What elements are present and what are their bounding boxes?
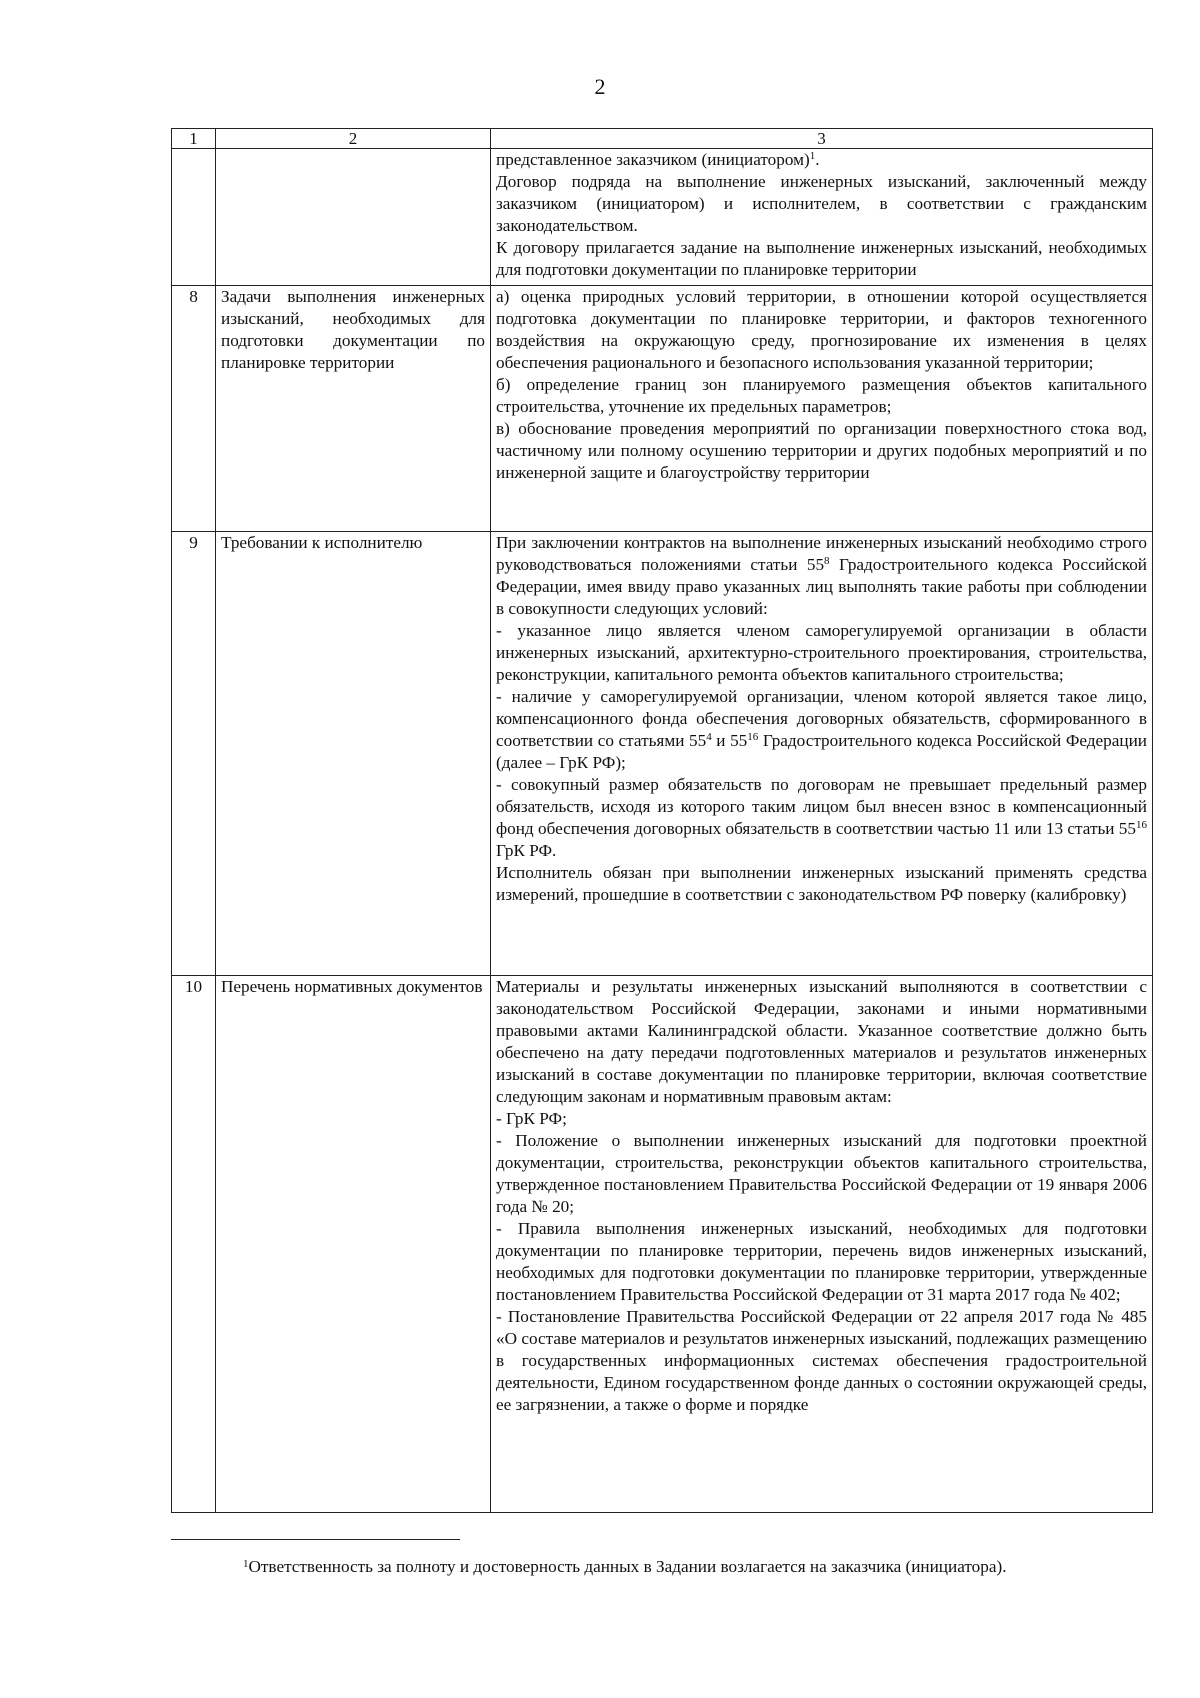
reference-superscript: 16 <box>747 731 759 743</box>
table-row <box>172 286 1153 532</box>
content-paragraph <box>496 620 1147 686</box>
content-paragraph <box>496 286 1147 374</box>
row-title: Требовании к исполнителю <box>216 532 491 976</box>
reference-superscript: 4 <box>706 731 712 743</box>
content-paragraph <box>496 1306 1147 1416</box>
row-title <box>216 149 491 286</box>
paragraph-text: Материалы и результаты инженерных изысканий выполняются в соответствии с законодательством Российской Федерации, законами и иными нормативными правовыми актами Калининградской области. Указанное соответствие должно быть обеспечено на дату передачи подготовленных материалов и результатов инженерных изысканий в составе документации по планировке территории, включая соответствие следующим законам и нормативным правовым актам: <box>496 977 1147 1106</box>
paragraph-text: - наличие у саморегулируемой организации, членом которой является такое лицо, компенсационного фонда обеспечения договорных обязательств, сформированного в соответствии со статьями 55 <box>496 687 1147 750</box>
content-paragraph <box>496 237 1147 281</box>
content-paragraph <box>496 374 1147 418</box>
paragraph-text: в) обоснование проведения мероприятий по организации поверхностного стока вод, частичному или полному осушению территории и других подобных мероприятий и по инженерной защите и благоустройству территории <box>496 419 1147 482</box>
paragraph-text: При заключении контрактов на выполнение инженерных изысканий необходимо строго руководствоваться положениями статьи 55 <box>496 533 1147 574</box>
paragraph-text: - совокупный размер обязательств по договорам не превышает предельный размер обязательств, исходя из которого таким лицом был внесен взнос в компенсационный фонд обеспечения договорных обязательств в соответствии частью 11 или 13 статьи 55 <box>496 775 1147 838</box>
content-paragraph <box>496 774 1147 862</box>
paragraph-text: и 55 <box>711 731 748 750</box>
content-paragraph <box>496 418 1147 484</box>
content-paragraph <box>496 149 1147 171</box>
row-number: 8 <box>172 286 216 532</box>
table-row <box>172 976 1153 1513</box>
paragraph-text: Исполнитель обязан при выполнении инженерных изысканий применять средства измерений, прошедшие в соответствии с законодательством РФ поверку (калибровку) <box>496 863 1147 904</box>
row-title: Задачи выполнения инженерных изысканий, необходимых для подготовки документации по планировке территории <box>216 286 491 532</box>
reference-superscript: 1 <box>809 150 816 162</box>
page-number: 2 <box>594 74 606 99</box>
row-content <box>491 976 1153 1513</box>
paragraph-text: б) определение границ зон планируемого размещения объектов капитального строительства, уточнение их предельных параметров; <box>496 375 1147 416</box>
paragraph-text: - Правила выполнения инженерных изысканий, необходимых для подготовки документации по планировке территории, перечень видов инженерных изысканий, необходимых для подготовки документации по планировке территории, утвержденные постановлением Правительства Российской Федерации от 31 марта 2017 года № 402; <box>496 1219 1147 1304</box>
table-row <box>172 149 1153 286</box>
paragraph-text: Договор подряда на выполнение инженерных изысканий, заключенный между заказчиком (инициатором) и исполнителем, в соответствии с гражданским законодательством. <box>496 172 1147 235</box>
content-paragraph <box>496 1130 1147 1218</box>
content-paragraph <box>496 532 1147 620</box>
row-number <box>172 149 216 286</box>
paragraph-text: . <box>815 150 820 169</box>
paragraph-text: Градостроительного кодекса Российской Федерации (далее – ГрК РФ); <box>496 731 1147 772</box>
paragraph-text: - Постановление Правительства Российской Федерации от 22 апреля 2017 года № 485 «О составе материалов и результатов инженерных изысканий, подлежащих размещению в государственных информационных системах обеспечения градостроительной деятельности, Едином государственном фонде данных о состоянии окружающей среды, ее загрязнении, а также о форме и порядке <box>496 1307 1147 1414</box>
reference-superscript: 8 <box>824 555 830 567</box>
row-content <box>491 149 1153 286</box>
content-paragraph <box>496 1108 1147 1130</box>
footnote-text: Ответственность за полноту и достоверность данных в Задании возлагается на заказчика (инициатора). <box>248 1557 1007 1576</box>
paragraph-text: представленное заказчиком (инициатором) <box>496 150 810 169</box>
reference-superscript: 16 <box>1136 819 1147 831</box>
row-content <box>491 286 1153 532</box>
paragraph-text: Градостроительного кодекса Российской Федерации, имея ввиду право указанных лиц выполнять такие работы при соблюдении в совокупности следующих условий: <box>496 555 1147 618</box>
footnote <box>243 1556 1007 1578</box>
content-paragraph <box>496 1218 1147 1306</box>
content-paragraph <box>496 686 1147 774</box>
paragraph-text: а) оценка природных условий территории, в отношении которой осуществляется подготовка документации по планировке территории, и факторов техногенного воздействия на окружающую среду, прогнозирование их изменения в целях обеспечения рационального и безопасного использования указанной территории; <box>496 287 1147 372</box>
row-number: 9 <box>172 532 216 976</box>
footnote-marker: 1 <box>243 1558 249 1570</box>
header-col-2: 2 <box>216 129 491 149</box>
header-col-3: 3 <box>491 129 1153 149</box>
table-row <box>172 532 1153 976</box>
row-content <box>491 532 1153 976</box>
paragraph-text: - ГрК РФ; <box>496 1109 567 1128</box>
paragraph-text: ГрК РФ. <box>496 841 557 860</box>
table-header-row <box>172 129 1153 149</box>
requirements-table <box>171 128 1153 1513</box>
row-number: 10 <box>172 976 216 1513</box>
content-paragraph <box>496 976 1147 1108</box>
paragraph-text: - Положение о выполнении инженерных изысканий для подготовки проектной документации, строительства, реконструкции объектов капитального строительства, утвержденное постановлением Правительства Российской Федерации от 19 января 2006 года № 20; <box>496 1131 1147 1216</box>
content-paragraph <box>496 171 1147 237</box>
header-col-1: 1 <box>172 129 216 149</box>
content-paragraph <box>496 862 1147 906</box>
footnote-separator <box>171 1539 460 1540</box>
row-title: Перечень нормативных документов <box>216 976 491 1513</box>
paragraph-text: К договору прилагается задание на выполнение инженерных изысканий, необходимых для подготовки документации по планировке территории <box>496 238 1147 279</box>
paragraph-text: - указанное лицо является членом саморегулируемой организации в области инженерных изысканий, архитектурно-строительного проектирования, строительства, реконструкции, капитального ремонта объектов капитального строительства; <box>496 621 1147 684</box>
